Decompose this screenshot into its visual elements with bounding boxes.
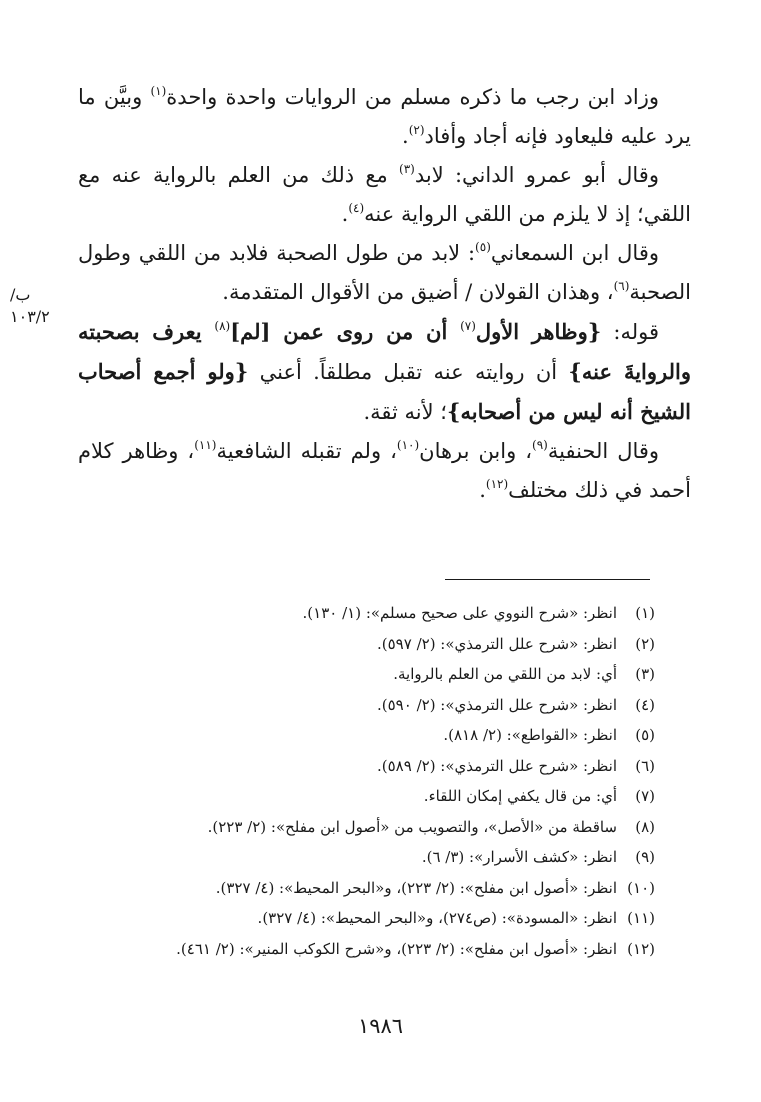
- footnote-ref: (١٠): [396, 438, 420, 452]
- text-span: وبيَّن ما يرد عليه فليعاود فإنه أجاد وأفاد: [78, 85, 691, 148]
- footnote-number: (٨): [635, 817, 655, 836]
- text-span: وقال أبو عمرو الداني: لابد: [414, 163, 659, 187]
- quoted-text: يعرف بصحبته والروايةَ عنه}: [78, 319, 691, 384]
- footnote-ref: (٩): [532, 438, 548, 452]
- manuscript-folio-note: ب/١٠٣/٢: [10, 285, 50, 326]
- text-span: ، ولم تقبله الشافعية: [216, 439, 397, 463]
- footnote-number: (٦): [635, 756, 655, 775]
- footnote-separator: [445, 579, 650, 580]
- footnote-item: [120, 812, 655, 843]
- footnote-ref: (١٢): [485, 477, 509, 491]
- footnote-item: [120, 842, 655, 873]
- text-span: قوله:: [601, 320, 660, 344]
- footnote-text: انظر: «أصول ابن مفلح»: (٢/ ٢٢٣)، و«شرح الكوكب المنير»: (٢/ ٤٦١).: [176, 939, 617, 958]
- footnote-number: (٩): [635, 848, 655, 866]
- footnote-text: انظر: «القواطع»: (٢/ ٨١٨).: [443, 726, 617, 744]
- text-span: ، وظاهر كلام أحمد في ذلك مختلف: [78, 439, 691, 502]
- quoted-text: {وظاهر الأول: [475, 319, 602, 344]
- footnote-ref: (٣): [399, 162, 415, 176]
- footnote-ref: (٨): [214, 319, 231, 333]
- text-span: وزاد ابن رجب ما ذكره مسلم من الروايات واحدة واحدة: [166, 85, 659, 109]
- text-span: .: [341, 202, 349, 226]
- text-span: ؛ لأنه ثقة.: [363, 400, 447, 424]
- paragraph-hanafiyya: [78, 432, 691, 510]
- text-span: مع ذلك من العلم بالرواية عنه مع اللقي؛ إذ لا يلزم من اللقي الرواية عنه: [78, 163, 691, 226]
- footnote-text: ساقطة من «الأصل»، والتصويب من «أصول ابن مفلح»: (٢/ ٢٢٣).: [207, 817, 617, 836]
- paragraph-qawluhu: [78, 312, 691, 432]
- footnote-item: [120, 873, 655, 904]
- footnote-text: انظر: «المسودة»: (ص٢٧٤)، و«البحر المحيط»: (٤/ ٣٢٧).: [257, 909, 617, 927]
- footnote-number: (١٠): [627, 878, 655, 897]
- paragraph-ibn-al-samani: [78, 234, 691, 312]
- text-span: وقال ابن السمعاني: [490, 241, 659, 265]
- footnote-number: (١): [635, 604, 655, 622]
- quoted-text: {ولو أجمع أصحاب الشيخ أنه ليس من أصحابه}: [78, 359, 691, 424]
- footnote-item: [120, 903, 655, 934]
- footnote-text: انظر: «أصول ابن مفلح»: (٢/ ٢٢٣)، و«البحر المحيط»: (٤/ ٣٢٧).: [215, 878, 617, 897]
- footnote-item: [120, 598, 655, 629]
- footnote-text: أي: لابد من اللقي من العلم بالرواية.: [393, 665, 617, 683]
- text-span: وقال الحنفية: [547, 439, 660, 463]
- footnote-ref: (٢): [408, 123, 425, 137]
- footnote-number: (٣): [635, 665, 655, 683]
- footnote-number: (٥): [635, 726, 655, 744]
- footnotes-list: [120, 598, 655, 964]
- paragraph-al-dani: [78, 156, 691, 234]
- footnote-item: [120, 629, 655, 660]
- footnote-item: [120, 781, 655, 812]
- footnote-text: انظر: «شرح علل الترمذي»: (٢/ ٥٩٧).: [377, 634, 617, 653]
- footnote-number: (١١): [627, 909, 655, 927]
- footnote-text: انظر: «كشف الأسرار»: (٣/ ٦).: [421, 848, 617, 866]
- footnote-ref: (٥): [475, 240, 491, 254]
- footnote-ref: (٧): [460, 319, 476, 333]
- text-span: أن روايته عنه تقبل مطلقاً. أعني: [248, 360, 569, 384]
- quoted-text: أن من روى عمن [لم]: [230, 319, 461, 344]
- footnote-text: انظر: «شرح علل الترمذي»: (٢/ ٥٩٠).: [377, 695, 617, 714]
- footnote-ref: (١١): [194, 438, 217, 452]
- main-text: [78, 78, 691, 510]
- footnote-item: [120, 690, 655, 721]
- footnote-item: [120, 659, 655, 690]
- footnote-number: (٢): [635, 634, 655, 653]
- footnote-number: (٧): [635, 787, 655, 805]
- text-span: ، وهذان القولان / أضيق من الأقوال المتقدمة.: [222, 280, 614, 304]
- text-span: ، وابن برهان: [419, 439, 533, 463]
- footnote-text: انظر: «شرح علل الترمذي»: (٢/ ٥٨٩).: [377, 756, 617, 775]
- text-span: .: [402, 124, 409, 148]
- footnote-item: [120, 720, 655, 751]
- paragraph-ibn-rajab: [78, 78, 691, 156]
- footnote-item: [120, 751, 655, 782]
- footnote-ref: (٦): [613, 279, 630, 293]
- page-number: ١٩٨٦: [357, 1014, 404, 1038]
- footnote-number: (١٢): [627, 939, 655, 958]
- footnote-number: (٤): [635, 695, 655, 714]
- text-span: : لابد من طول الصحبة فلابد من اللقي وطول الصحبة: [78, 241, 691, 304]
- footnote-item: [120, 934, 655, 965]
- footnote-text: انظر: «شرح النووي على صحيح مسلم»: (١/ ١٣٠).: [302, 604, 617, 622]
- text-span: .: [479, 478, 486, 502]
- footnote-text: أي: من قال يكفي إمكان اللقاء.: [423, 787, 617, 805]
- footnote-ref: (١): [150, 84, 167, 98]
- footnote-ref: (٤): [348, 201, 365, 215]
